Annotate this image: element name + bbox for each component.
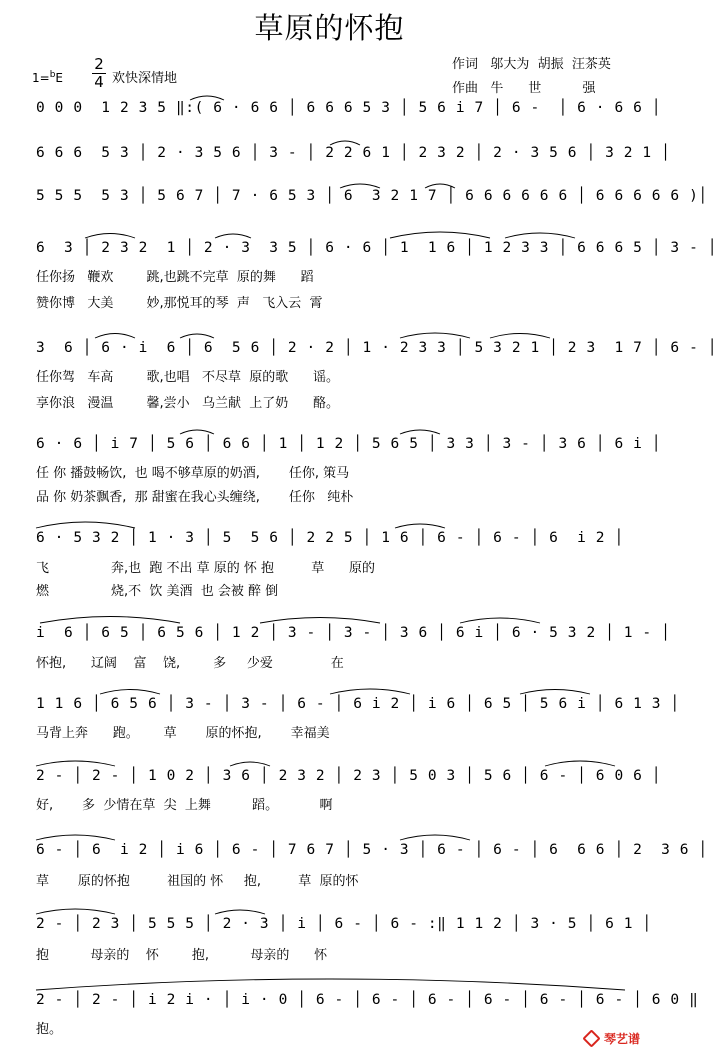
slur-row10-b bbox=[230, 762, 270, 766]
composer-credit: 作曲 牛 世 强 bbox=[452, 81, 596, 96]
score-row-7: 6 · 5 3 2 │ 1 · 3 │ 5 5 6 │ 2 2 5 │ 1 6 │ 6 - │ 6 - │ 6 i 2 │ bbox=[36, 530, 624, 546]
flat-sign: b bbox=[49, 70, 56, 80]
lyric-row-12: 抱 母亲的 怀 抱, 母亲的 怀 bbox=[36, 948, 328, 963]
lyric-row-7-verse-1: 飞 奔,也 跑 不出 草 原的 怀 抱 草 原的 bbox=[36, 561, 376, 576]
slur-row9-a bbox=[100, 690, 160, 695]
slur-row4-c bbox=[390, 232, 490, 238]
lyric-row-11: 草 原的怀抱 祖国的 怀 抱, 草 原的怀 bbox=[36, 874, 359, 889]
slur-row11-b bbox=[400, 835, 470, 840]
slur-row6-b bbox=[400, 430, 440, 434]
slur-row13-a bbox=[36, 979, 625, 990]
lyric-row-6-verse-1: 任 你 播鼓畅饮, 也 喝不够草原的奶酒, 任你, 策马 bbox=[36, 466, 350, 481]
score-row-12: 2 - │ 2 3 │ 5 5 5 │ 2 · 3 │ i │ 6 - │ 6 - :‖ 1 1 2 │ 3 · 5 │ 6 1 │ bbox=[36, 916, 652, 932]
lyric-row-6-verse-2: 品 你 奶茶飘香, 那 甜蜜在我心头缠绕, 任你 纯朴 bbox=[36, 490, 354, 505]
slur-row7-a bbox=[36, 522, 135, 528]
slur-row12-a bbox=[36, 909, 115, 914]
lyric-row-8: 怀抱, 辽阔 富 饶, 多 少爱 在 bbox=[36, 656, 344, 671]
time-signature bbox=[92, 57, 106, 90]
slur-row9-b bbox=[330, 689, 410, 694]
lyric-row-10: 好, 多 少情在草 尖 上舞 蹈。 啊 bbox=[36, 798, 333, 813]
score-row-3: 5 5 5 5 3 │ 5 6 7 │ 7 · 6 5 3 │ 6 3 2 1 7 │ 6 6 6 6 6 6 │ 6 6 6 6 6 )│ bbox=[36, 188, 708, 204]
score-row-9: 1 1 6 │ 6 5 6 │ 3 - │ 3 - │ 6 - │ 6 i 2 │ i 6 │ 6 5 │ 5 6 i │ 6 1 3 │ bbox=[36, 696, 680, 712]
score-row-1: 0 0 0 1 2 3 5 ‖:( 6 · 6 6 │ 6 6 6 5 3 │ 5 6 i 7 │ 6 - │ 6 · 6 6 │ bbox=[36, 100, 662, 116]
slur-row5-b bbox=[180, 334, 214, 338]
slur-row10-a bbox=[36, 761, 115, 766]
score-row-10: 2 - │ 2 - │ 1 0 2 │ 3 6 │ 2 3 2 │ 2 3 │ 5 0 3 │ 5 6 │ 6 - │ 6 0 6 │ bbox=[36, 768, 662, 784]
lyric-row-4-verse-2: 赞你博 大美 妙,那悦耳的琴 声 飞入云 霄 bbox=[36, 296, 323, 311]
lyric-row-5-verse-1: 任你驾 车高 歌,也唱 不尽草 原的歌 谣。 bbox=[36, 370, 340, 385]
slur-row4-d bbox=[505, 233, 575, 238]
score-row-4: 6 3 │ 2 3 2 1 │ 2 · 3 3 5 │ 6 · 6 │ 1 1 6 │ 1 2 3 3 │ 6 6 6 5 │ 3 - │ bbox=[36, 240, 717, 256]
key-note: E bbox=[55, 71, 64, 85]
score-row-6: 6 · 6 │ i 7 │ 5 6 │ 6 6 │ 1 │ 1 2 │ 5 6 5 │ 3 3 │ 3 - │ 3 6 │ 6 i │ bbox=[36, 436, 662, 452]
lyricist-credit: 作词 邬大为 胡振 汪茶英 bbox=[452, 57, 611, 72]
score-row-8: i 6 │ 6 5 │ 6 5 6 │ 1 2 │ 3 - │ 3 - │ 3 6 │ 6 i │ 6 · 5 3 2 │ 1 - │ bbox=[36, 625, 671, 641]
slur-row8-c bbox=[460, 618, 540, 623]
slur-row8-b bbox=[260, 618, 380, 624]
lyric-row-7-verse-2: 燃 烧,不 饮 美酒 也 会被 醉 倒 bbox=[36, 584, 279, 599]
score-row-5: 3 6 │ 6 · i 6 │ 6 5 6 │ 2 · 2 │ 1 · 2 3 3 │ 5 3 2 1 │ 2 3 1 7 │ 6 - │ bbox=[36, 340, 717, 356]
brand-logo bbox=[585, 1028, 655, 1048]
time-top: 2 bbox=[94, 55, 104, 73]
song-title: 草原的怀抱 bbox=[254, 11, 405, 45]
slur-row9-c bbox=[520, 690, 590, 695]
key-prefix: 1= bbox=[32, 71, 50, 85]
time-bottom: 4 bbox=[94, 73, 104, 91]
slur-row12-b bbox=[215, 910, 265, 914]
slur-row4-b bbox=[215, 234, 251, 238]
slur-row5-a bbox=[95, 334, 135, 339]
lyric-row-13: 抱。 bbox=[36, 1022, 63, 1037]
key-signature bbox=[32, 70, 63, 85]
score-row-2: 6 6 6 5 3 │ 2 · 3 5 6 │ 3 - │ 2 2 6 1 │ 2 3 2 │ 2 · 3 5 6 │ 3 2 1 │ bbox=[36, 145, 671, 161]
slur-row5-c bbox=[400, 333, 470, 338]
lyric-row-9: 马背上奔 跑。 草 原的怀抱, 幸福美 bbox=[36, 726, 330, 741]
slur-row7-b bbox=[395, 524, 445, 528]
lyric-row-5-verse-2: 享你浪 漫温 馨,尝小 乌兰献 上了奶 酪。 bbox=[36, 396, 340, 411]
score-row-13: 2 - │ 2 - │ i 2 i · │ i · 0 │ 6 - │ 6 - │ 6 - │ 6 - │ 6 - │ 6 - │ 6 0 ‖ bbox=[36, 992, 699, 1008]
slur-row11-a bbox=[36, 835, 115, 840]
slur-row4-a bbox=[85, 234, 135, 239]
brand-name: 琴艺谱 bbox=[604, 1031, 641, 1046]
brand-mark-icon bbox=[582, 1029, 600, 1047]
slur-row6-a bbox=[180, 430, 214, 434]
score-row-11: 6 - │ 6 i 2 │ i 6 │ 6 - │ 7 6 7 │ 5 · 3 │ 6 - │ 6 - │ 6 6 6 │ 2 3 6 │ bbox=[36, 842, 708, 858]
slur-row10-c bbox=[545, 761, 615, 766]
lyric-row-4-verse-1: 任你扬 鞭欢 跳,也跳不完草 原的舞 蹈 bbox=[36, 270, 314, 285]
slur-row5-d bbox=[490, 334, 550, 339]
slur-row8-a bbox=[40, 617, 180, 624]
tempo-marking: 欢快深情地 bbox=[112, 71, 178, 86]
